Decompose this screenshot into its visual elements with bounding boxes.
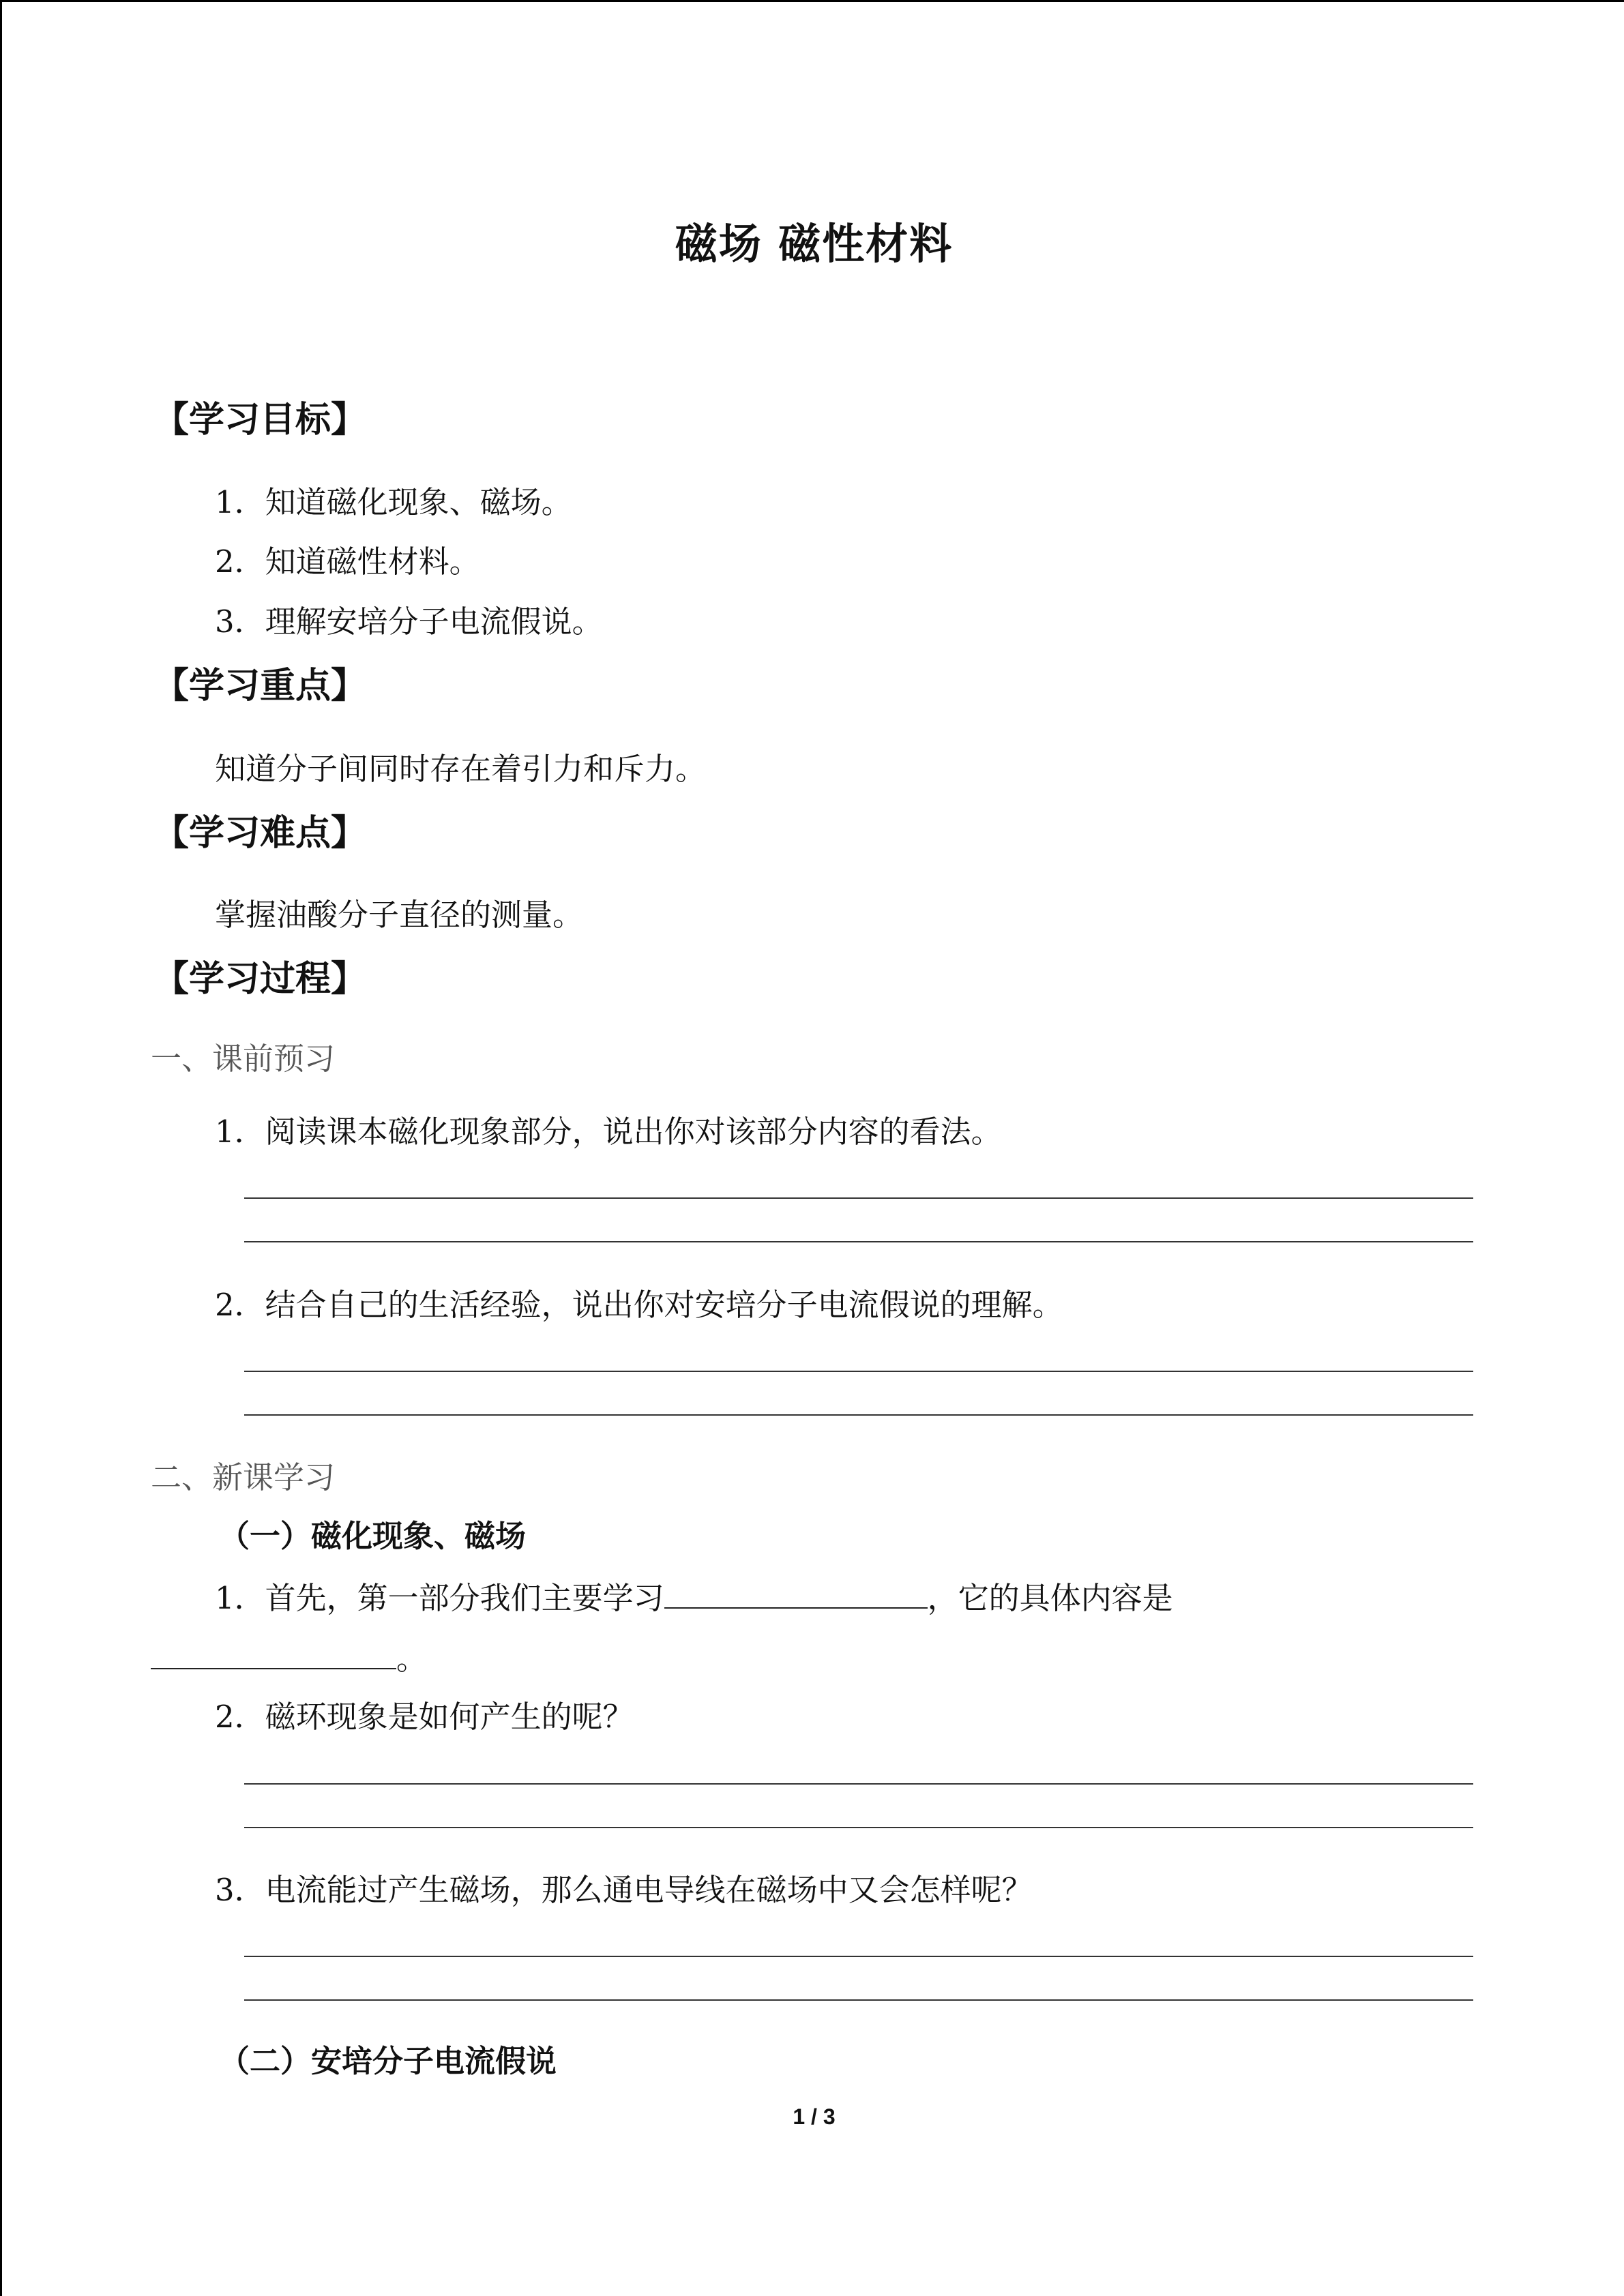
answer-line[interactable] [244, 1197, 1473, 1199]
new-question-1-continuation [151, 1634, 427, 1678]
subsection-magnetization: （一）磁化现象、磁场 [219, 1518, 527, 1554]
new-question-3: 3．电流能过产生磁场，那么通电导线在磁场中又会怎样呢？ [215, 1872, 1033, 1908]
goal-item-2: 2．知道磁性材料。 [215, 543, 480, 580]
section-preview-label: 一、课前预习 [151, 1041, 336, 1077]
preview-question-1: 1．阅读课本磁化现象部分，说出你对该部分内容的看法。 [215, 1114, 1002, 1150]
heading-learning-goals: 【学习目标】 [153, 400, 367, 441]
new-question-1-part2: ，它的具体内容是 [927, 1580, 1173, 1616]
heading-learning-process: 【学习过程】 [153, 959, 367, 1000]
new-question-1-end: 。 [396, 1641, 428, 1677]
answer-line[interactable] [244, 1783, 1473, 1785]
page-title: 磁场 磁性材料 [675, 219, 954, 269]
answer-line[interactable] [244, 1414, 1473, 1416]
fill-blank-1[interactable] [664, 1580, 928, 1609]
goal-item-3: 3．理解安培分子电流假说。 [215, 603, 603, 640]
answer-line[interactable] [244, 1241, 1473, 1242]
section-new-lesson-label: 二、新课学习 [151, 1459, 336, 1495]
page-number: 1 / 3 [793, 2104, 836, 2129]
goal-item-1: 1．知道磁化现象、磁场。 [215, 484, 572, 520]
new-question-2: 2．磁环现象是如何产生的呢？ [215, 1699, 634, 1735]
new-question-1-part1: 1．首先，第一部分我们主要学习 [215, 1580, 664, 1616]
heading-key-points: 【学习重点】 [153, 666, 367, 706]
new-question-1 [215, 1573, 1173, 1617]
difficulties-text: 掌握油酸分子直径的测量。 [215, 897, 584, 933]
answer-line[interactable] [244, 1371, 1473, 1372]
preview-question-2: 2．结合自己的生活经验，说出你对安培分子电流假说的理解。 [215, 1287, 1063, 1323]
answer-line[interactable] [244, 1827, 1473, 1828]
subsection-ampere-hypothesis: （二）安培分子电流假说 [219, 2043, 557, 2079]
answer-line[interactable] [244, 1999, 1473, 2001]
key-points-text: 知道分子间同时存在着引力和斥力。 [215, 751, 707, 787]
answer-line[interactable] [244, 1956, 1473, 1957]
fill-blank-2[interactable] [151, 1641, 396, 1669]
heading-difficulties: 【学习难点】 [153, 813, 367, 854]
